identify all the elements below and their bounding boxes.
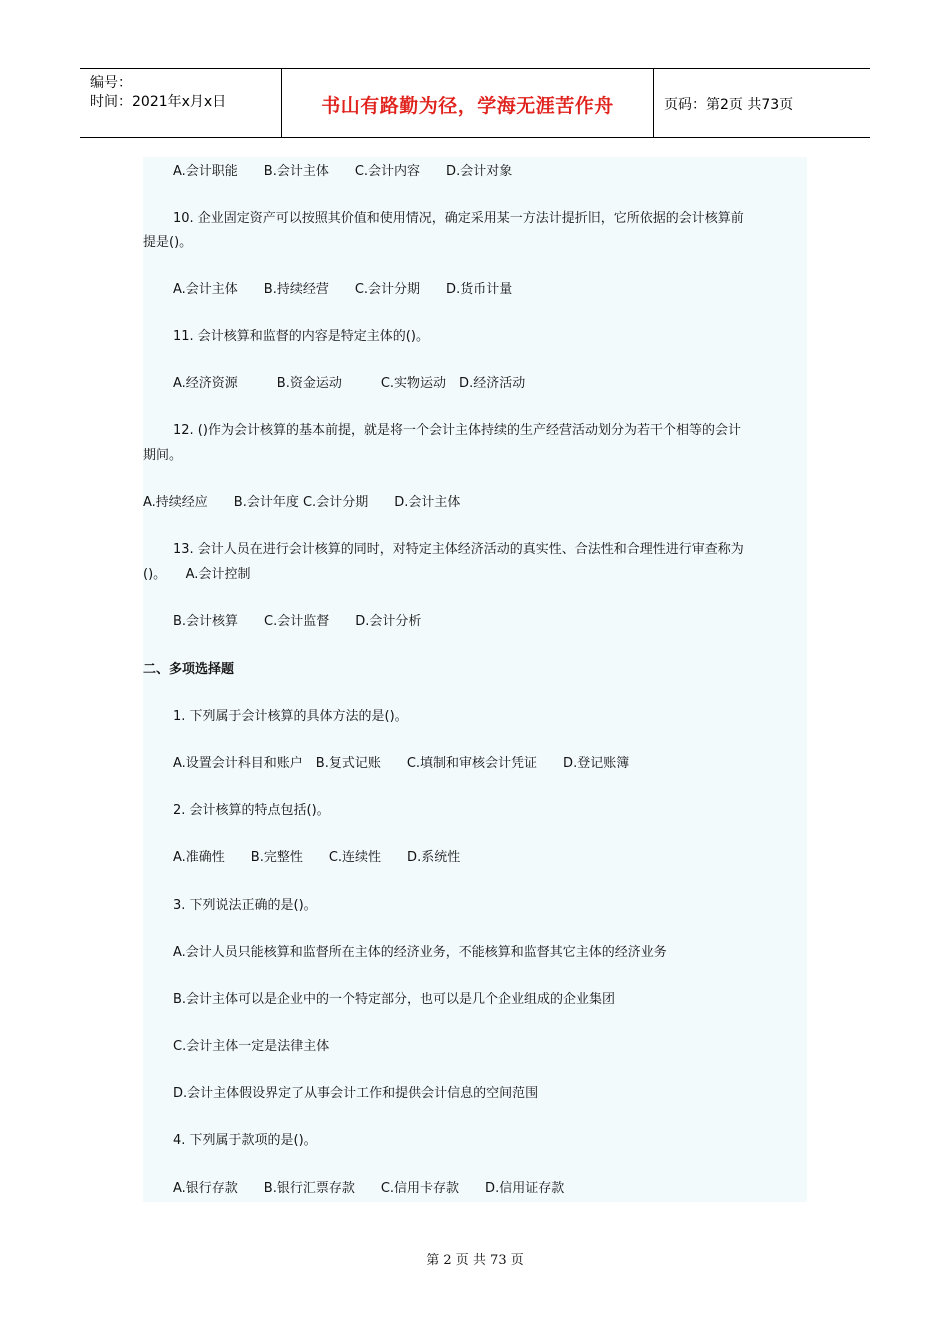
body-line: A.会计职能 B.会计主体 C.会计内容 D.会计对象 [173, 164, 513, 179]
header-page-cell [654, 69, 870, 137]
document-number-label: 编号： [90, 75, 132, 91]
body-line: A.经济资源 B.资金运动 C.实物运动 D.经济活动 [173, 376, 526, 391]
body-line: A.会计主体 B.持续经营 C.会计分期 D.货币计量 [173, 282, 513, 297]
header-motto-cell [282, 69, 654, 137]
page-header [80, 68, 870, 138]
body-line: C.会计主体一定是法律主体 [173, 1039, 330, 1054]
body-line: 提是()。 [143, 235, 193, 250]
header-meta-cell [80, 69, 282, 137]
body-line: 2. 会计核算的特点包括()。 [173, 803, 330, 818]
body-line: 12. ()作为会计核算的基本前提，就是将一个会计主体持续的生产经营活动划分为若干个相等的会计 [173, 423, 741, 438]
header-motto: 书山有路勤为径，学海无涯苦作舟 [321, 95, 614, 117]
body-line: 1. 下列属于会计核算的具体方法的是()。 [173, 709, 408, 724]
header-page-info: 页码：第2页 共73页 [664, 97, 794, 113]
body-line: A.银行存款 B.银行汇票存款 C.信用卡存款 D.信用证存款 [173, 1181, 565, 1196]
page-footer: 第 2 页 共 73 页 [426, 1253, 524, 1268]
body-line: A.准确性 B.完整性 C.连续性 D.系统性 [173, 850, 461, 865]
body-line: 4. 下列属于款项的是()。 [173, 1133, 317, 1148]
body-line: ()。 A.会计控制 [143, 567, 251, 582]
body-line: 13. 会计人员在进行会计核算的同时，对特定主体经济活动的真实性、合法性和合理性进行审查称为 [173, 542, 744, 557]
body-line: B.会计核算 C.会计监督 D.会计分析 [173, 614, 422, 629]
body-line: A.设置会计科目和账户 B.复式记账 C.填制和审核会计凭证 D.登记账簿 [173, 756, 630, 771]
document-body [143, 157, 807, 1202]
document-date-label: 时间：2021年x月x日 [90, 94, 227, 110]
body-line: 10. 企业固定资产可以按照其价值和使用情况，确定采用某一方法计提折旧，它所依据的会计核算前 [173, 211, 744, 226]
body-line: 期间。 [143, 448, 183, 463]
body-line: 3. 下列说法正确的是()。 [173, 898, 317, 913]
body-line: D.会计主体假设界定了从事会计工作和提供会计信息的空间范围 [173, 1086, 539, 1101]
body-line: 11. 会计核算和监督的内容是特定主体的()。 [173, 329, 429, 344]
body-line: A.持续经应 B.会计年度 C.会计分期 D.会计主体 [143, 495, 461, 510]
body-line: B.会计主体可以是企业中的一个特定部分，也可以是几个企业组成的企业集团 [173, 992, 616, 1007]
section-heading: 二、多项选择题 [143, 662, 235, 677]
body-line: A.会计人员只能核算和监督所在主体的经济业务，不能核算和监督其它主体的经济业务 [173, 945, 667, 960]
